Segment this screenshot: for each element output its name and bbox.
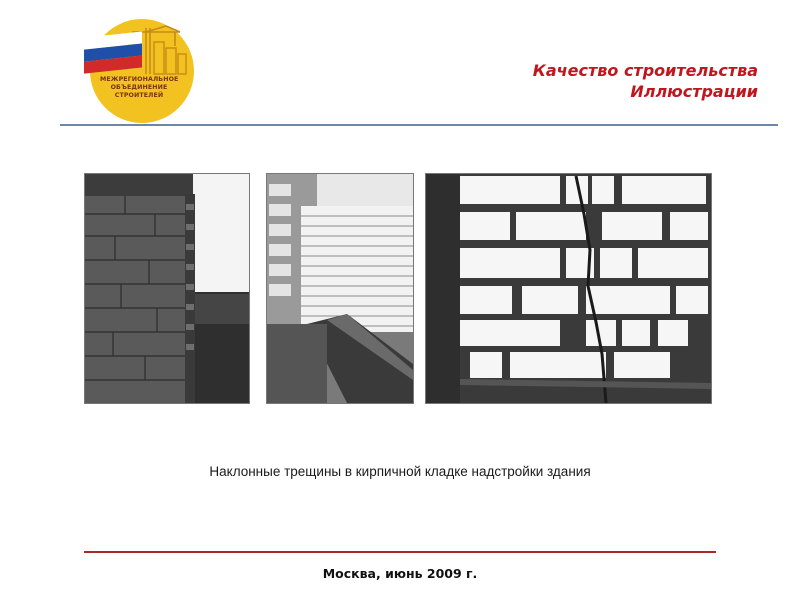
logo-line: СТРОИТЕЛЕЙ <box>114 92 164 99</box>
page-title: Качество строительства <box>532 61 758 80</box>
photo-caption: Наклонные трещины в кирпичной кладке надстройки здания <box>209 464 591 479</box>
logo-line: МЕЖРЕГИОНАЛЬНОЕ <box>100 76 179 83</box>
footer-divider <box>84 551 716 553</box>
cracked-brick-wall-photo <box>425 173 712 404</box>
header-divider <box>60 124 778 126</box>
header <box>533 60 758 102</box>
brick-parapet-photo <box>266 173 414 404</box>
footer-location-date: Москва, июнь 2009 г. <box>322 566 478 581</box>
logo-text <box>100 76 178 100</box>
brick-wall-corner-photo <box>84 173 250 404</box>
page-subtitle: Иллюстрации <box>630 82 758 101</box>
logo-line: ОБЪЕДИНЕНИЕ <box>110 84 168 91</box>
organization-logo <box>80 16 200 126</box>
